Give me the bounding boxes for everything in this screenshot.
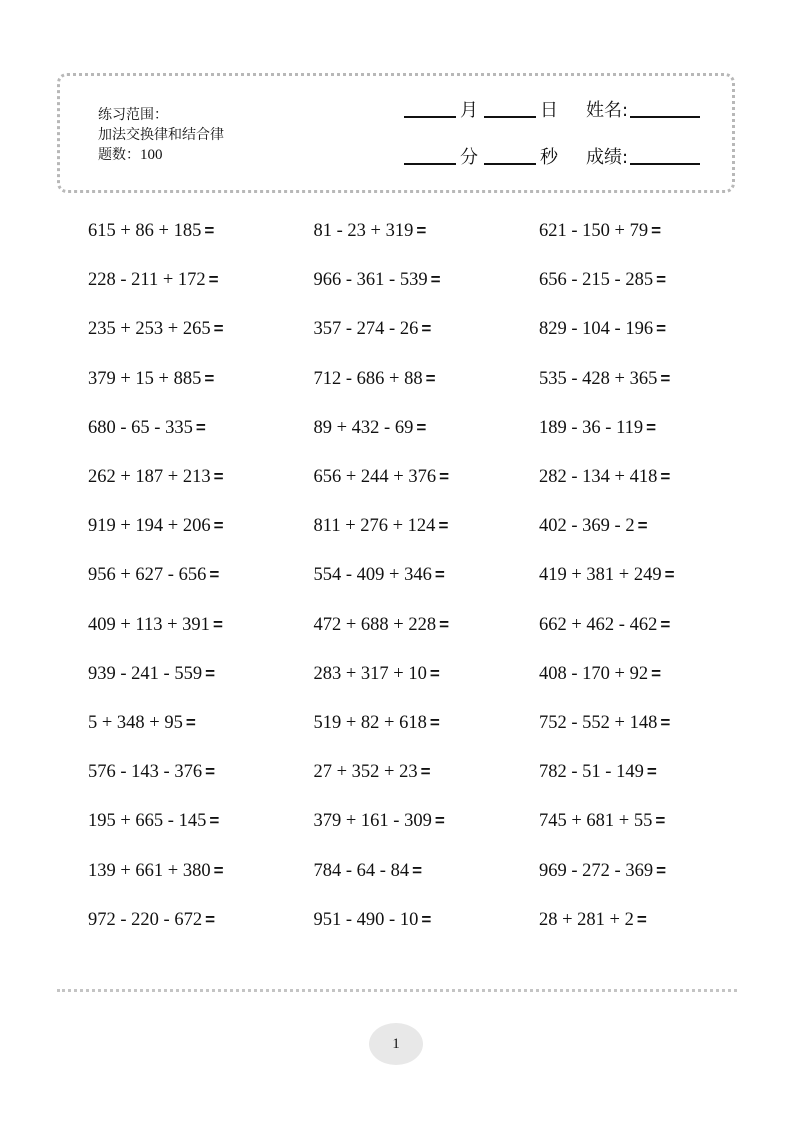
equals-sign: = — [651, 221, 662, 241]
problem-expression: 189 - 36 - 119 — [539, 417, 644, 438]
problem-expression: 919 + 194 + 206 — [88, 516, 211, 537]
problem-row — [88, 748, 768, 797]
problem-expression: 472 + 688 + 228 — [313, 614, 437, 635]
problem-expression: 27 + 352 + 23 — [313, 762, 418, 783]
name-label: 姓名: — [586, 100, 629, 121]
equals-sign: = — [429, 663, 440, 683]
problem — [539, 467, 765, 488]
equals-sign: = — [651, 663, 662, 683]
problem-expression: 656 - 215 - 285 — [539, 270, 654, 291]
worksheet-info — [98, 105, 224, 165]
problem-expression: 712 - 686 + 88 — [313, 368, 423, 389]
problem-expression: 262 + 187 + 213 — [88, 467, 211, 488]
equals-sign: = — [439, 467, 450, 487]
problem-expression: 969 - 272 - 369 — [539, 860, 654, 881]
problem — [314, 516, 540, 537]
month-label: 月 — [460, 100, 478, 121]
problem-expression: 419 + 381 + 249 — [539, 565, 662, 586]
minutes-label: 分 — [460, 147, 478, 168]
problem-row — [88, 502, 768, 551]
range-label: 练习范围： — [98, 107, 168, 123]
footer-divider — [57, 989, 737, 992]
equals-sign: = — [656, 270, 667, 290]
problem — [539, 762, 765, 783]
problem-expression: 951 - 490 - 10 — [313, 909, 419, 930]
problem — [539, 418, 765, 439]
problem-expression: 379 + 15 + 885 — [88, 368, 202, 389]
problem-expression: 357 - 274 - 26 — [313, 319, 419, 340]
problem — [314, 910, 540, 931]
problem-row — [88, 846, 768, 895]
count-value: 100 — [140, 147, 163, 163]
equals-sign: = — [637, 516, 648, 536]
problem — [314, 861, 540, 882]
problem — [88, 319, 314, 340]
problem — [88, 861, 314, 882]
equals-sign: = — [185, 712, 196, 732]
equals-sign: = — [656, 319, 667, 339]
problem-expression: 615 + 86 + 185 — [88, 221, 202, 242]
problem-row — [88, 207, 768, 256]
equals-sign: = — [416, 221, 427, 241]
problem — [539, 221, 765, 242]
problem-expression: 829 - 104 - 196 — [539, 319, 654, 340]
seconds-blank[interactable] — [484, 163, 536, 165]
problem-expression: 576 - 143 - 376 — [88, 762, 203, 783]
day-label: 日 — [540, 100, 558, 121]
score-label: 成绩: — [586, 147, 629, 168]
equals-sign: = — [646, 762, 657, 782]
equals-sign: = — [421, 319, 432, 339]
problem — [314, 221, 540, 242]
date-name-row — [404, 96, 700, 122]
problem-expression: 784 - 64 - 84 — [313, 860, 410, 881]
problem — [314, 467, 540, 488]
problem-expression: 956 + 627 - 656 — [88, 565, 207, 586]
problem — [88, 516, 314, 537]
problem — [539, 861, 765, 882]
equals-sign: = — [434, 565, 445, 585]
equals-sign: = — [425, 368, 436, 388]
equals-sign: = — [195, 417, 206, 437]
problem — [314, 418, 540, 439]
problem-row — [88, 305, 768, 354]
equals-sign: = — [646, 417, 657, 437]
problem-row — [88, 551, 768, 600]
equals-sign: = — [655, 811, 666, 831]
equals-sign: = — [209, 565, 220, 585]
problem-expression: 554 - 409 + 346 — [313, 565, 432, 586]
problem-expression: 139 + 661 + 380 — [88, 860, 211, 881]
equals-sign: = — [416, 417, 427, 437]
problem — [314, 664, 540, 685]
problem — [88, 664, 314, 685]
problem — [539, 713, 765, 734]
problem — [88, 565, 314, 586]
problem — [539, 565, 765, 586]
problem-expression: 752 - 552 + 148 — [539, 712, 658, 733]
problem-expression: 195 + 665 - 145 — [88, 811, 207, 832]
problem — [314, 615, 540, 636]
equals-sign: = — [660, 368, 671, 388]
seconds-label: 秒 — [540, 147, 558, 168]
equals-sign: = — [212, 614, 223, 634]
problem-expression: 621 - 150 + 79 — [539, 221, 649, 242]
equals-sign: = — [636, 909, 647, 929]
equals-sign: = — [660, 614, 671, 634]
problem-expression: 81 - 23 + 319 — [313, 221, 414, 242]
problem — [88, 221, 314, 242]
problem-expression: 409 + 113 + 391 — [88, 614, 210, 635]
equals-sign: = — [434, 811, 445, 831]
problem-expression: 379 + 161 - 309 — [313, 811, 432, 832]
minutes-blank[interactable] — [404, 163, 456, 165]
problem — [539, 811, 765, 832]
equals-sign: = — [204, 368, 215, 388]
problem-expression: 811 + 276 + 124 — [313, 516, 436, 537]
problem-expression: 966 - 361 - 539 — [313, 270, 428, 291]
time-score-row — [404, 143, 700, 169]
problem-row — [88, 355, 768, 404]
problem-expression: 745 + 681 + 55 — [539, 811, 653, 832]
problem — [314, 369, 540, 390]
problem — [88, 910, 314, 931]
problem-expression: 228 - 211 + 172 — [88, 270, 206, 291]
problem — [539, 319, 765, 340]
problem — [88, 713, 314, 734]
equals-sign: = — [213, 860, 224, 880]
equals-sign: = — [656, 860, 667, 880]
problem — [314, 270, 540, 291]
equals-sign: = — [213, 319, 224, 339]
equals-sign: = — [660, 712, 671, 732]
problem — [314, 811, 540, 832]
problem-expression: 28 + 281 + 2 — [539, 909, 634, 930]
problem-expression: 782 - 51 - 149 — [539, 762, 644, 783]
problem-expression: 89 + 432 - 69 — [313, 417, 414, 438]
equals-sign: = — [213, 516, 224, 536]
equals-sign: = — [420, 762, 431, 782]
equals-sign: = — [412, 860, 423, 880]
problem-expression: 283 + 317 + 10 — [313, 663, 427, 684]
problem-expression: 282 - 134 + 418 — [539, 467, 658, 488]
problem-expression: 519 + 82 + 618 — [313, 712, 427, 733]
problem — [88, 811, 314, 832]
problem-expression: 972 - 220 - 672 — [88, 909, 203, 930]
equals-sign: = — [205, 762, 216, 782]
equals-sign: = — [660, 467, 671, 487]
equals-sign: = — [204, 221, 215, 241]
problem-expression: 939 - 241 - 559 — [88, 663, 203, 684]
problem — [314, 762, 540, 783]
problem-row — [88, 896, 768, 945]
equals-sign: = — [208, 270, 219, 290]
problem-row — [88, 797, 768, 846]
problem-count — [98, 145, 224, 165]
problem — [88, 615, 314, 636]
problem — [88, 369, 314, 390]
problem-row — [88, 256, 768, 305]
problem-expression: 408 - 170 + 92 — [539, 663, 649, 684]
problem-expression: 662 + 462 - 462 — [539, 614, 658, 635]
equals-sign: = — [205, 909, 216, 929]
problem-grid — [88, 207, 768, 945]
problem-expression: 5 + 348 + 95 — [88, 712, 183, 733]
problem — [539, 664, 765, 685]
problem-expression: 235 + 253 + 265 — [88, 319, 211, 340]
problem — [88, 762, 314, 783]
equals-sign: = — [429, 712, 440, 732]
problem-row — [88, 601, 768, 650]
count-label: 题数： — [98, 147, 140, 163]
problem — [539, 615, 765, 636]
problem — [314, 565, 540, 586]
problem-expression: 535 - 428 + 365 — [539, 368, 658, 389]
problem — [88, 467, 314, 488]
equals-sign: = — [438, 516, 449, 536]
problem — [539, 270, 765, 291]
page-number: 1 — [369, 1023, 423, 1065]
problem-row — [88, 650, 768, 699]
score-blank[interactable] — [630, 163, 700, 165]
equals-sign: = — [209, 811, 220, 831]
equals-sign: = — [664, 565, 675, 585]
problem — [88, 270, 314, 291]
problem-expression: 656 + 244 + 376 — [313, 467, 437, 488]
problem — [539, 910, 765, 931]
problem — [539, 369, 765, 390]
problem — [539, 516, 765, 537]
problem-expression: 402 - 369 - 2 — [539, 516, 635, 537]
equals-sign: = — [421, 909, 432, 929]
range-value: 加法交换律和结合律 — [98, 127, 224, 143]
equals-sign: = — [213, 467, 224, 487]
problem-expression: 680 - 65 - 335 — [88, 417, 193, 438]
equals-sign: = — [439, 614, 450, 634]
problem-row — [88, 699, 768, 748]
problem — [314, 319, 540, 340]
problem-row — [88, 404, 768, 453]
problem — [314, 713, 540, 734]
month-blank[interactable] — [404, 116, 456, 118]
equals-sign: = — [430, 270, 441, 290]
name-blank[interactable] — [630, 116, 700, 118]
day-blank[interactable] — [484, 116, 536, 118]
problem — [88, 418, 314, 439]
problem-row — [88, 453, 768, 502]
equals-sign: = — [205, 663, 216, 683]
